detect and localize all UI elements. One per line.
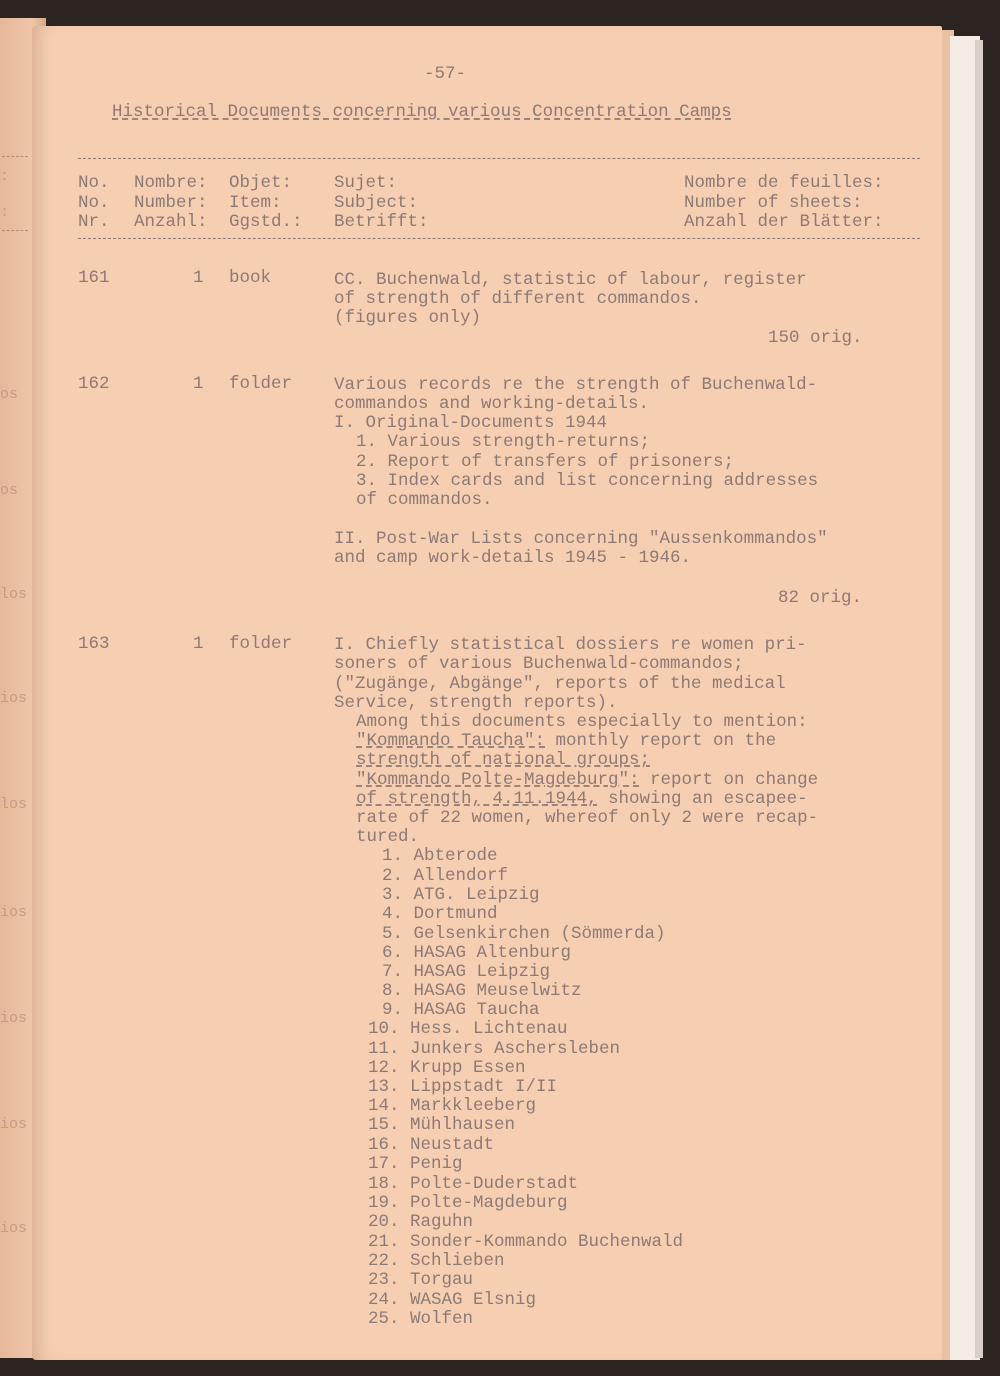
list-item: 25. Wolfen — [368, 1309, 474, 1329]
left-fragment: os — [0, 482, 19, 499]
strength-date: of strength, 4.11.1944, — [356, 789, 598, 809]
col-subject-label: Sujet: — [334, 173, 398, 193]
page-number: -57- — [424, 64, 467, 84]
entry-text-line: II. Post-War Lists concerning "Aussenkommandos" — [334, 529, 828, 549]
entry-text-line: soners of various Buchenwald-commandos; — [334, 654, 744, 674]
col-sheets-label: Anzahl der Blätter: — [684, 212, 884, 232]
entry-count: 1 — [193, 374, 204, 394]
entry-text-line: tured. — [356, 827, 420, 847]
list-item: 1. Abterode — [382, 846, 498, 866]
list-item: 15. Mühlhausen — [368, 1115, 516, 1135]
list-item: 18. Polte-Duderstadt — [368, 1174, 579, 1194]
header-rule-top — [78, 158, 920, 159]
left-dash-rule — [2, 156, 28, 157]
col-subject-label: Subject: — [334, 193, 419, 213]
entry-count: 1 — [193, 634, 204, 654]
entry-item: book — [229, 268, 272, 288]
list-item: 9. HASAG Taucha — [382, 1000, 540, 1020]
entry-text-line: Various records re the strength of Buchenwald- — [334, 375, 818, 395]
entry-text-line: I. Chiefly statistical dossiers re women pri- — [334, 635, 807, 655]
entry-text-line — [356, 789, 808, 809]
strength-national-groups: strength of national groups; — [356, 750, 651, 770]
list-item: 16. Neustadt — [368, 1135, 495, 1155]
list-item: 12. Krupp Essen — [368, 1058, 526, 1078]
col-count-label: Nombre: — [134, 173, 208, 193]
list-item: 6. HASAG Altenburg — [382, 943, 572, 963]
entry-text-line: ("Zugänge, Abgänge", reports of the medical — [334, 674, 786, 694]
left-fragment: los — [0, 586, 28, 603]
list-item: 7. HASAG Leipzig — [382, 962, 551, 982]
left-fragment: ios — [0, 1220, 28, 1237]
kommando-polte-text: report on change — [639, 770, 819, 790]
page-title: Historical Documents concerning various Concentration Camps — [112, 102, 732, 122]
left-fragment: : — [0, 168, 10, 185]
list-item: 3. ATG. Leipzig — [382, 885, 540, 905]
col-subject-label: Betrifft: — [334, 212, 429, 232]
list-item: 21. Sonder-Kommando Buchenwald — [368, 1232, 684, 1252]
col-item-label: Ggstd.: — [229, 212, 303, 232]
entry-text-line: 3. Index cards and list concerning addresses — [356, 471, 819, 491]
kommando-taucha-text: monthly report on the — [545, 731, 777, 751]
list-item: 2. Allendorf — [382, 866, 509, 886]
entry-count: 1 — [193, 268, 204, 288]
page-stack-edge — [975, 40, 983, 1358]
entry-text-line: Among this documents especially to mention: — [356, 712, 808, 732]
list-item: 22. Schlieben — [368, 1251, 505, 1271]
kommando-polte-label: "Kommando Polte-Magdeburg": — [356, 770, 640, 790]
col-no-label: No. — [78, 193, 110, 213]
list-item: 10. Hess. Lichtenau — [368, 1019, 568, 1039]
entry-text-line: commandos and working-details. — [334, 394, 650, 414]
entry-text-line: and camp work-details 1945 - 1946. — [334, 548, 692, 568]
col-item-label: Item: — [229, 193, 282, 213]
left-fragment: los — [0, 796, 28, 813]
entry-text-line — [356, 770, 818, 790]
entry-text-line: I. Original-Documents 1944 — [334, 413, 608, 433]
left-fragment: : — [0, 204, 10, 221]
entry-text-line: 1. Various strength-returns; — [356, 432, 651, 452]
list-item: 23. Torgau — [368, 1270, 474, 1290]
entry-text-line: CC. Buchenwald, statistic of labour, register — [334, 270, 807, 290]
entry-sheets: 82 orig. — [778, 588, 863, 608]
left-fragment: ios — [0, 1010, 28, 1027]
col-no-label: No. — [78, 173, 110, 193]
escapee-text: showing an escapee- — [597, 789, 808, 809]
entry-text-line — [356, 731, 776, 751]
entry-text-line — [356, 750, 650, 770]
entry-text-line: Service, strength reports). — [334, 693, 618, 713]
list-item: 11. Junkers Aschersleben — [368, 1039, 621, 1059]
left-fragment: os — [0, 386, 19, 403]
col-no-label: Nr. — [78, 212, 110, 232]
entry-text-line: of strength of different commandos. — [334, 289, 702, 309]
list-item: 17. Penig — [368, 1154, 463, 1174]
list-item: 5. Gelsenkirchen (Sömmerda) — [382, 924, 666, 944]
list-item: 20. Raguhn — [368, 1212, 474, 1232]
entry-item: folder — [229, 634, 293, 654]
header-rule-bottom — [78, 238, 920, 239]
list-item: 24. WASAG Elsnig — [368, 1290, 537, 1310]
entry-text-line: of commandos. — [356, 490, 493, 510]
entry-number: 161 — [78, 268, 110, 288]
entry-number: 163 — [78, 634, 110, 654]
list-item: 14. Markkleeberg — [368, 1096, 537, 1116]
col-count-label: Number: — [134, 193, 208, 213]
left-dash-rule — [2, 230, 28, 231]
left-fragment: ios — [0, 1116, 28, 1133]
col-sheets-label: Number of sheets: — [684, 193, 863, 213]
col-sheets-label: Nombre de feuilles: — [684, 173, 884, 193]
list-item: 19. Polte-Magdeburg — [368, 1193, 568, 1213]
kommando-taucha-label: "Kommando Taucha": — [356, 731, 546, 751]
list-item: 8. HASAG Meuselwitz — [382, 981, 582, 1001]
left-fragment: ios — [0, 904, 28, 921]
entry-text-line: 2. Report of transfers of prisoners; — [356, 452, 735, 472]
list-item: 13. Lippstadt I/II — [368, 1077, 558, 1097]
entry-text-line: rate of 22 women, whereof only 2 were recap- — [356, 808, 819, 828]
entry-sheets: 150 orig. — [768, 328, 863, 348]
col-count-label: Anzahl: — [134, 212, 208, 232]
entry-text-line: (figures only) — [334, 308, 482, 328]
entry-number: 162 — [78, 374, 110, 394]
entry-item: folder — [229, 374, 293, 394]
list-item: 4. Dortmund — [382, 904, 498, 924]
col-item-label: Objet: — [229, 173, 293, 193]
left-fragment: ios — [0, 690, 28, 707]
